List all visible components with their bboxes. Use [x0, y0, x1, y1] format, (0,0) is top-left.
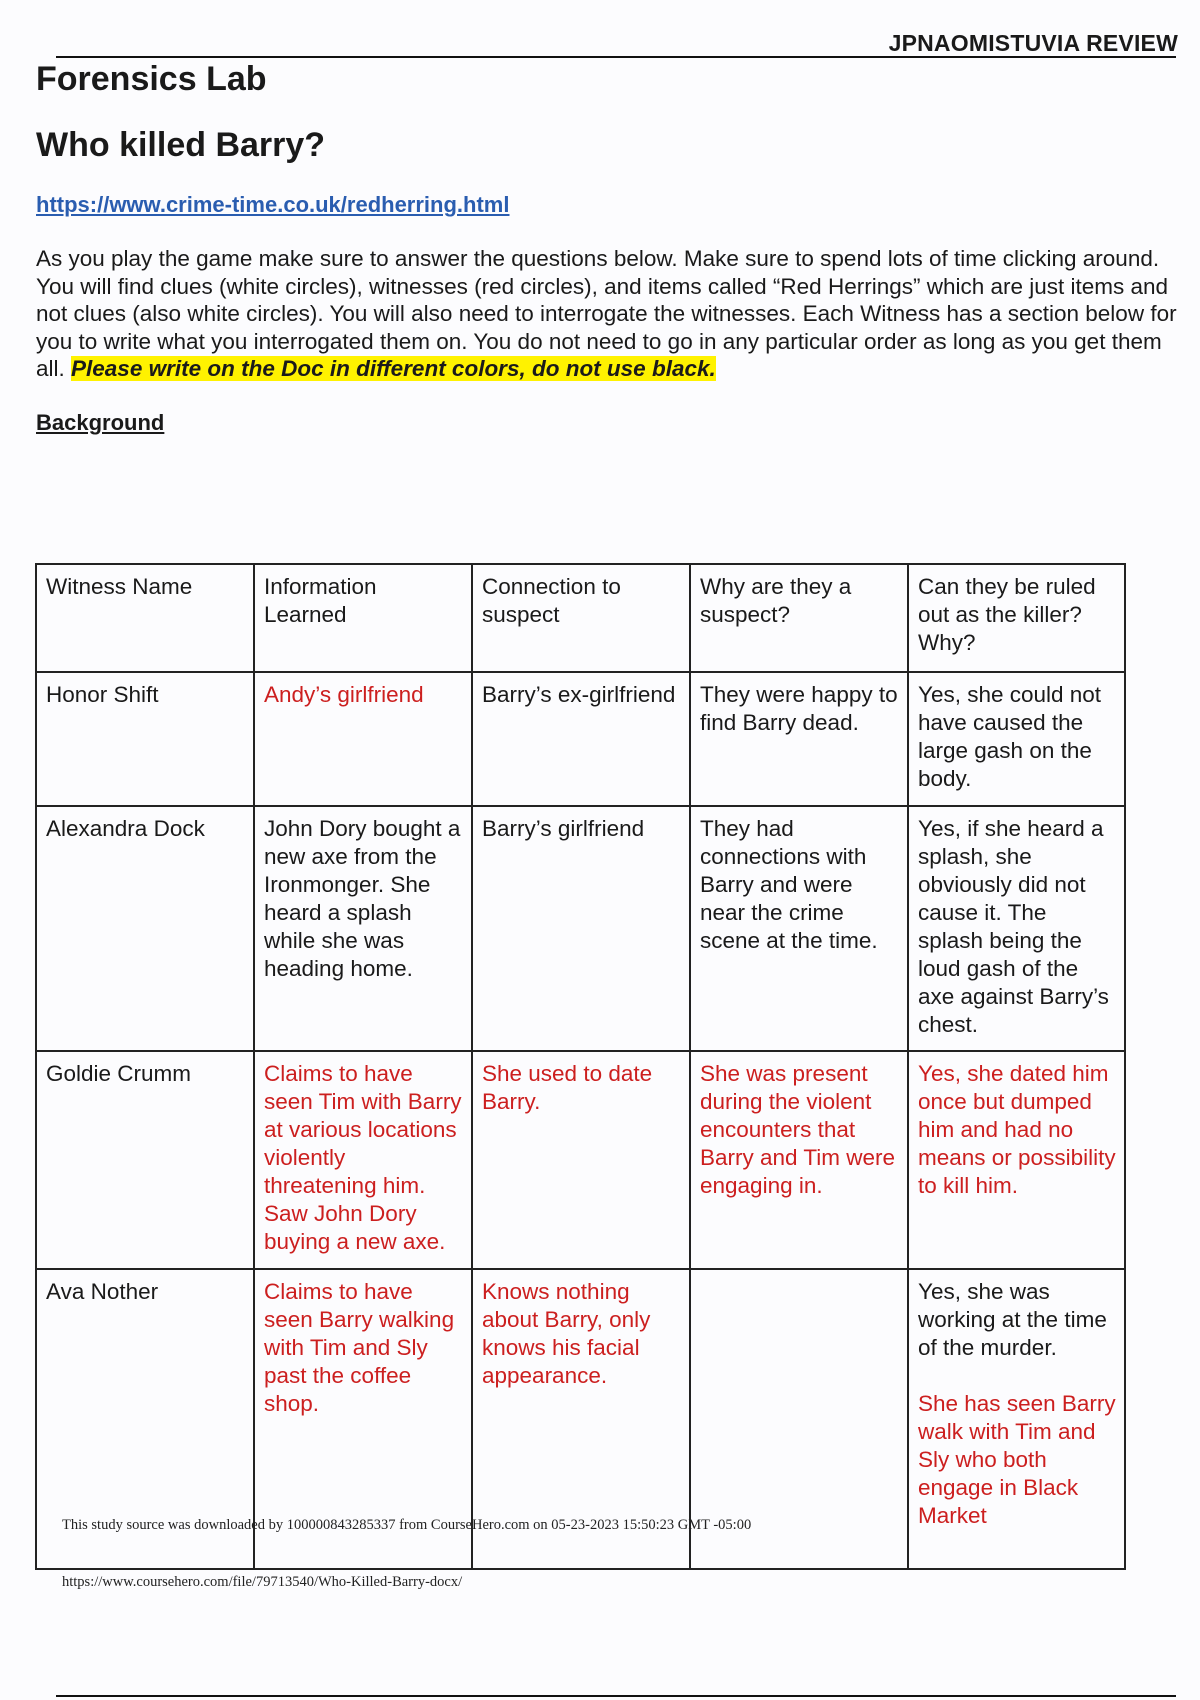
instructions-highlight: Please write on the Doc in different colors, do not use black. [71, 356, 716, 381]
document-subtitle: Who killed Barry? [36, 126, 326, 164]
header-cell: Why are they a suspect? [690, 564, 908, 672]
ruled-out-cell: Yes, she dated him once but dumped him and had no means or possibility to kill him. [908, 1051, 1125, 1269]
witness-name-cell: Alexandra Dock [36, 806, 254, 1051]
header-cell: Connection to suspect [472, 564, 690, 672]
instructions-text: As you play the game make sure to answer the questions below. Make sure to spend lots of time clicking around. You will find clues (white circles), witnesses (red circles), and items called “Red Herrings” which are just items and not clues (also white circles). You will also need to interrogate the witnesses. Each Witness has a section below for you to write what you interrogated them on. You do not need to go in any particular order as long as you get them all. [36, 246, 1177, 381]
ruled-out-cell: Yes, if she heard a splash, she obviously did not cause it. The splash being the loud gash of the axe against Barry’s chest. [908, 806, 1125, 1051]
header-label: JPNAOMISTUVIA REVIEW [888, 30, 1178, 56]
ruled-out-text: Yes, she was working at the time of the murder. [918, 1279, 1107, 1360]
connection-cell: Barry’s girlfriend [472, 806, 690, 1051]
header-cell: Witness Name [36, 564, 254, 672]
suspect-reason-cell: They had connections with Barry and were near the crime scene at the time. [690, 806, 908, 1051]
information-cell: Claims to have seen Barry walking with Tim and Sly past the coffee shop. [254, 1269, 472, 1569]
information-cell: John Dory bought a new axe from the Ironmonger. She heard a splash while she was heading home. [254, 806, 472, 1051]
source-url: https://www.coursehero.com/file/79713540/Who-Killed-Barry-docx/ [62, 1574, 463, 1590]
document-title: Forensics Lab [36, 60, 267, 98]
connection-cell: Knows nothing about Barry, only knows his facial appearance. [472, 1269, 690, 1569]
ruled-out-extra-note: She has seen Barry walk with Tim and Sly who both engage in Black Market [918, 1391, 1116, 1528]
footer-rule [56, 1695, 1176, 1697]
background-heading: Background [36, 410, 165, 435]
table-row [36, 672, 1125, 806]
witness-name-cell: Ava Nother [36, 1269, 254, 1569]
connection-cell: Barry’s ex-girlfriend [472, 672, 690, 806]
ruled-out-cell: Yes, she could not have caused the large gash on the body. [908, 672, 1125, 806]
header-cell: Can they be ruled out as the killer? Why? [908, 564, 1125, 672]
suspect-reason-cell: They were happy to find Barry dead. [690, 672, 908, 806]
download-note: This study source was downloaded by 100000843285337 from CourseHero.com on 05-23-2023 15:50:23 GMT -05:00 [62, 1517, 752, 1533]
witness-name-cell: Honor Shift [36, 672, 254, 806]
connection-cell: She used to date Barry. [472, 1051, 690, 1269]
game-link[interactable]: https://www.crime-time.co.uk/redherring.html [36, 192, 510, 217]
header-cell: Information Learned [254, 564, 472, 672]
header-rule [56, 56, 1176, 58]
witness-table [35, 563, 1126, 1570]
suspect-reason-cell: She was present during the violent encounters that Barry and Tim were engaging in. [690, 1051, 908, 1269]
ruled-out-cell [908, 1269, 1125, 1569]
information-cell: Claims to have seen Tim with Barry at various locations violently threatening him. Saw John Dory buying a new axe. [254, 1051, 472, 1269]
table-header-row [36, 564, 1125, 672]
table-row [36, 1051, 1125, 1269]
instructions-paragraph [36, 245, 1186, 383]
table-row [36, 806, 1125, 1051]
information-cell: Andy’s girlfriend [254, 672, 472, 806]
witness-name-cell: Goldie Crumm [36, 1051, 254, 1269]
